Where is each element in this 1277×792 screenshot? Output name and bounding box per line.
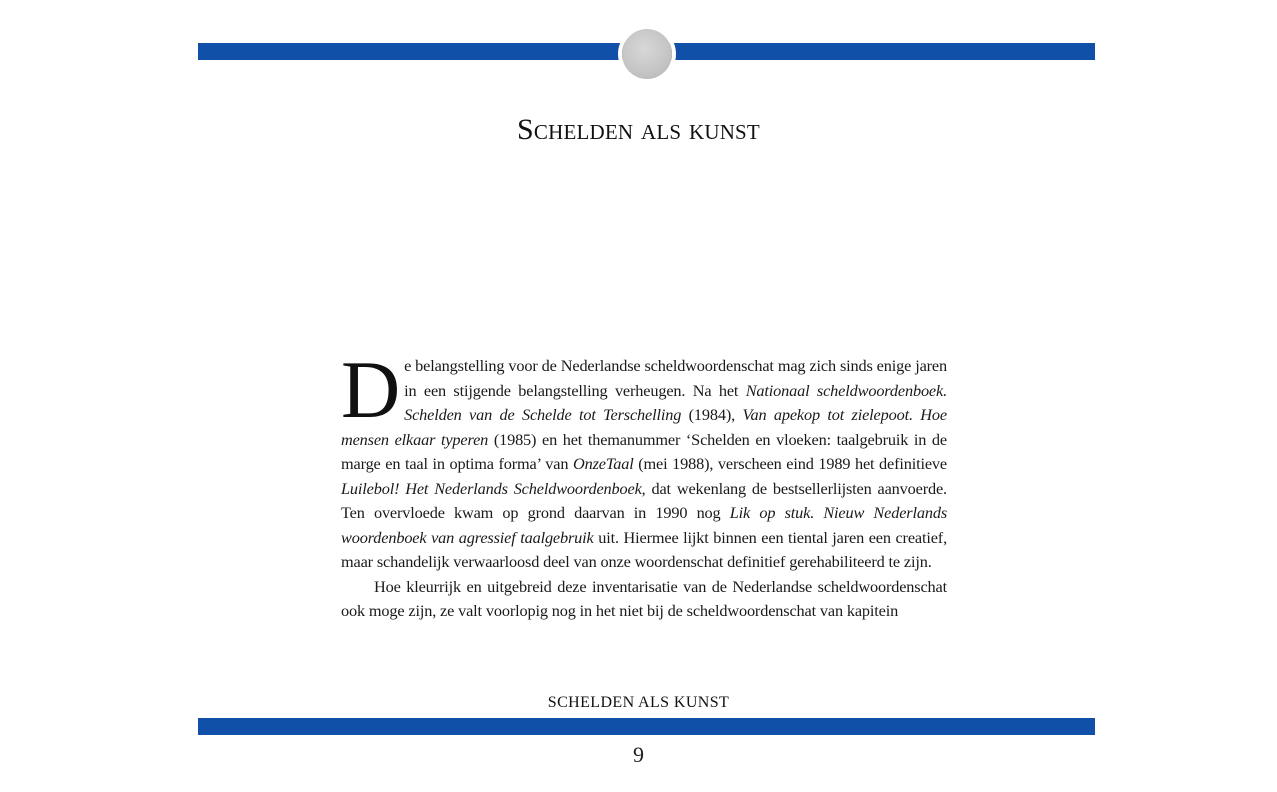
drop-cap: D: [341, 344, 401, 435]
italic-title-run: Luilebol! Het Nederlands Scheldwoordenboek: [341, 478, 642, 498]
text-run: (mei 1988), verscheen eind 1989 het definitieve: [633, 454, 947, 473]
paragraph-1: [341, 344, 948, 575]
paragraph-2: Hoe kleurrijk en uitgebreid deze inventarisatie van de Nederlandse scheldwoordenschat ook moge zijn, ze valt voorlopig nog in het niet bij de scheldwoordenschat van kapitein: [341, 576, 947, 620]
bottom-rule: [198, 718, 1095, 735]
italic-title-run: Lik op stuk. Nieuw Nederlands woordenboek van agressief taalgebruik: [341, 503, 948, 547]
circle-ornament: [622, 29, 672, 79]
text-run: (1985) en het themanummer ‘Schelden en vloeken: taalgebruik in de marge en taal in optima forma’ van: [341, 429, 947, 473]
text-run: e belangstelling voor de Nederlandse scheldwoordenschat mag zich sinds enige jaren in een stijgende belangstelling verheugen. Na het: [404, 356, 947, 400]
text-run: , dat wekenlang de bestsellerlijsten aanvoerde. Ten overvloede kwam op grond daarvan in 1990 nog: [341, 478, 947, 522]
text-run: uit. Hiermee lijkt binnen een tiental jaren een creatief, maar schandelijk verwaarloosd deel van onze woordenschat definitief gerehabiliteerd te zijn.: [341, 527, 947, 571]
body-text: [341, 344, 948, 624]
running-foot: SCHELDEN ALS KUNST: [547, 694, 730, 711]
chapter-title: Schelden als kunst: [517, 113, 760, 146]
italic-title-run: Nationaal scheldwoordenboek. Schelden van de Schelde tot Terschelling: [404, 380, 948, 424]
italic-title-run: OnzeTaal: [572, 454, 634, 473]
page-number: 9: [633, 742, 644, 767]
text-run: (1984),: [681, 405, 743, 424]
italic-title-run: Van apekop tot zielepoot. Hoe mensen elkaar typeren: [341, 405, 947, 449]
